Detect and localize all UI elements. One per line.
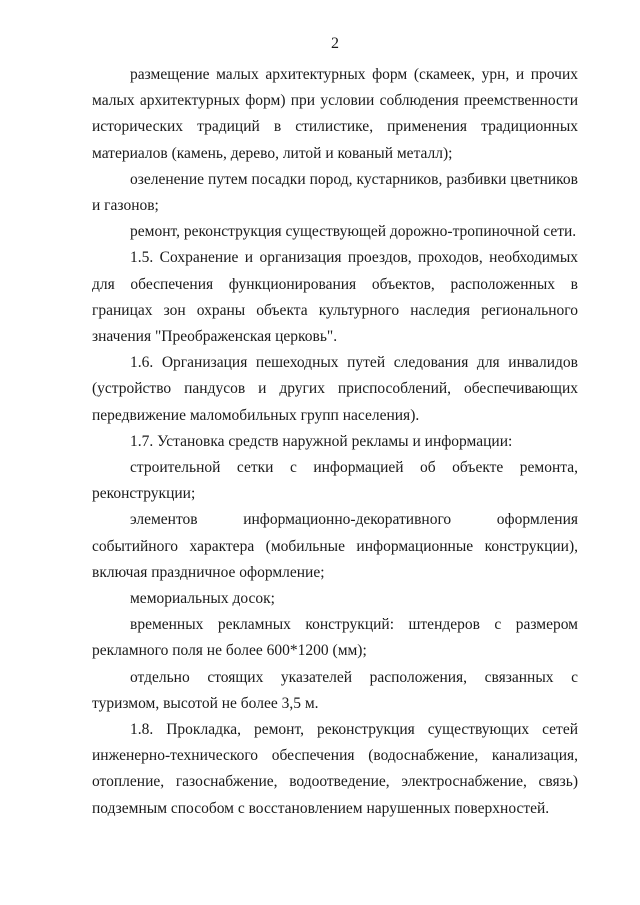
paragraph-1-8: 1.8. Прокладка, ремонт, реконструкция существующих сетей инженерно-технического обеспечения (водоснабжение, канализация, отопление, газоснабжение, водоотведение, электроснабжение, связь) подземным способом с восстановлением нарушенных поверхностей.: [92, 721, 578, 817]
paragraph-1-6: 1.6. Организация пешеходных путей следования для инвалидов (устройство пандусов и других приспособлений, обеспечивающих передвижение маломобильных групп населения).: [92, 354, 578, 424]
paragraph-1-7: 1.7. Установка средств наружной рекламы и информации:: [130, 432, 513, 450]
paragraph-temporary-ads: временных рекламных конструкций: штендеров с размером рекламного поля не более 600*1200 (мм);: [92, 616, 578, 660]
paragraph-memorial-plaques: мемориальных досок;: [130, 590, 275, 608]
paragraph-1-5: 1.5. Сохранение и организация проездов, проходов, необходимых для обеспечения функционирования объектов, расположенных в границах зон охраны объекта культурного наследия регионального значения "Преображенская церковь".: [92, 249, 578, 346]
paragraph-landscaping: озеленение путем посадки пород, кустарников, разбивки цветников и газонов;: [92, 170, 578, 215]
paragraph-event-decor: элементов информационно-декоративного оформления событийного характера (мобильные информационные конструкции), включая праздничное оформление;: [92, 511, 578, 581]
paragraph-path-repair: ремонт, реконструкция существующей дорожно-тропиночной сети.: [130, 223, 577, 241]
paragraph-construction-mesh: строительной сетки с информацией об объекте ремонта, реконструкции;: [92, 459, 578, 503]
paragraph-tourism-signs: отдельно стоящих указателей расположения, связанных с туризмом, высотой не более 3,5 м.: [92, 668, 578, 712]
paragraph-small-forms: размещение малых архитектурных форм (скамеек, урн, и прочих малых архитектурных форм) при условии соблюдения преемственности исторических традиций в стилистике, применения традиционных материалов (камень, дерево, литой и кованый металл);: [92, 66, 578, 162]
page-number: 2: [331, 35, 339, 52]
document-page: [92, 34, 578, 822]
